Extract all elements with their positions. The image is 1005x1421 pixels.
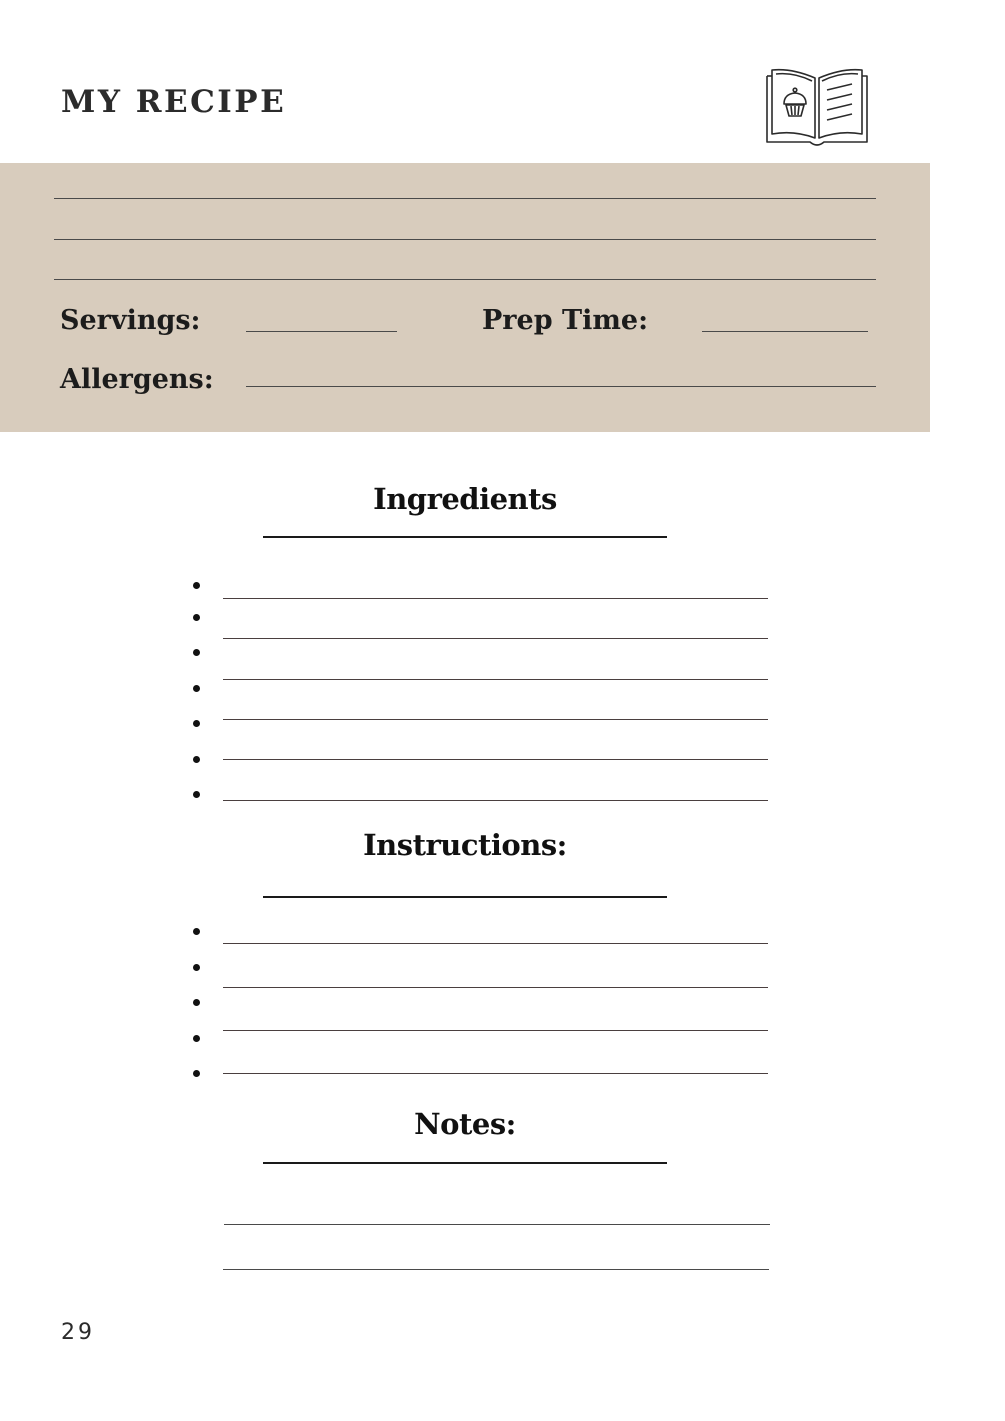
recipe-name-line-1[interactable] <box>54 198 876 199</box>
instructions-heading: Instructions: <box>363 828 567 862</box>
servings-field[interactable] <box>246 331 397 332</box>
instruction-step[interactable] <box>190 1064 770 1094</box>
bullet <box>193 999 200 1006</box>
bullet <box>193 582 200 589</box>
servings-label: Servings: <box>60 305 201 336</box>
notes-line[interactable] <box>224 1224 770 1225</box>
instruction-line[interactable] <box>223 943 768 944</box>
allergens-field[interactable] <box>246 386 876 387</box>
notes-heading: Notes: <box>414 1107 516 1141</box>
recipe-name-line-3[interactable] <box>54 279 876 280</box>
instruction-step[interactable] <box>190 1029 770 1059</box>
bullet <box>193 614 200 621</box>
instruction-step[interactable] <box>190 958 770 988</box>
ingredient-item[interactable] <box>190 750 770 780</box>
notes-line[interactable] <box>223 1269 769 1270</box>
ingredient-item[interactable] <box>190 679 770 709</box>
bullet <box>193 791 200 798</box>
ingredient-item[interactable] <box>190 643 770 673</box>
bullet <box>193 649 200 656</box>
ingredient-item[interactable] <box>190 714 770 744</box>
bullet <box>193 720 200 727</box>
ingredients-heading-rule <box>263 536 667 538</box>
page-title: MY RECIPE <box>61 84 287 120</box>
bullet <box>193 756 200 763</box>
bullet <box>193 685 200 692</box>
allergens-label: Allergens: <box>60 364 214 395</box>
bullet <box>193 964 200 971</box>
instruction-line[interactable] <box>223 987 768 988</box>
instruction-step[interactable] <box>190 922 770 952</box>
notes-heading-rule <box>263 1162 667 1164</box>
bullet <box>193 1035 200 1042</box>
ingredient-line[interactable] <box>223 598 768 599</box>
ingredients-heading: Ingredients <box>373 482 557 516</box>
ingredient-line[interactable] <box>223 638 768 639</box>
recipe-info-panel <box>0 163 930 432</box>
bullet <box>193 1070 200 1077</box>
prep-time-field[interactable] <box>702 331 868 332</box>
recipe-name-line-2[interactable] <box>54 239 876 240</box>
ingredient-item[interactable] <box>190 785 770 815</box>
instruction-step[interactable] <box>190 993 770 1023</box>
recipe-book-icon <box>764 66 870 152</box>
bullet <box>193 928 200 935</box>
ingredient-item[interactable] <box>190 573 770 603</box>
ingredient-item[interactable] <box>190 608 770 638</box>
page-number: 29 <box>61 1320 95 1345</box>
prep-time-label: Prep Time: <box>482 305 649 336</box>
instructions-heading-rule <box>263 896 667 898</box>
